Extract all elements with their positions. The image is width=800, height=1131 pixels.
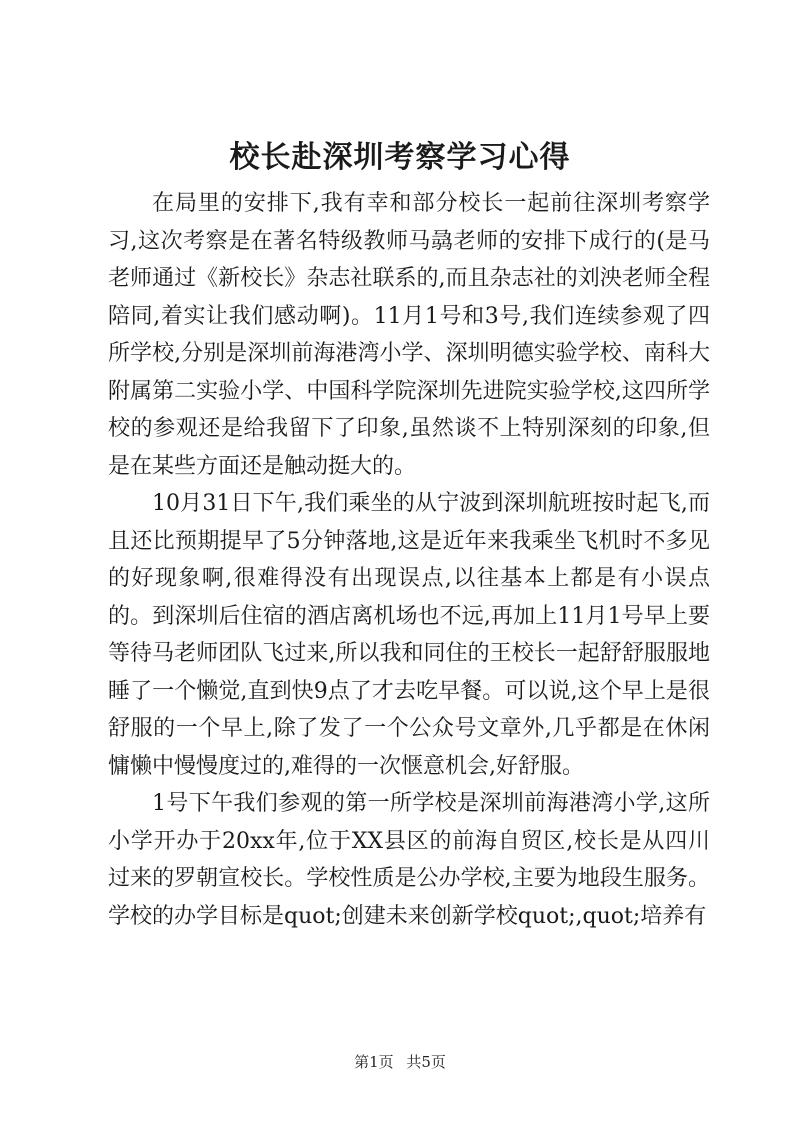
page-number: 第1页: [354, 1053, 394, 1071]
document-body: [108, 185, 710, 935]
paragraph-1: 在局里的安排下,我有幸和部分校长一起前往深圳考察学习,这次考察是在著名特级教师马骉老师的安排下成行的(是马老师通过《新校长》杂志社联系的,而且杂志社的刘泱老师全程陪同,着实让我们感动啊)。11月1号和3号,我们连续参观了四所学校,分别是深圳前海港湾小学、深圳明德实验学校、南科大附属第二实验小学、中国科学院深圳先进院实验学校,这四所学校的参观还是给我留下了印象,虽然谈不上特别深刻的印象,但是在某些方面还是触动挺大的。: [108, 191, 711, 479]
paragraph-3: 1号下午我们参观的第一所学校是深圳前海港湾小学,这所小学开办于20xx年,位于XX县区的前海自贸区,校长是从四川过来的罗朝宣校长。学校性质是公办学校,主要为地段生服务。学校的办学目标是quot;创建未来创新学校quot;,quot;培养有: [108, 791, 710, 929]
paragraph-2: 10月31日下午,我们乘坐的从宁波到深圳航班按时起飞,而且还比预期提早了5分钟落地,这是近年来我乘坐飞机时不多见的好现象啊,很难得没有出现误点,以往基本上都是有小误点的。到深圳后住宿的酒店离机场也不远,再加上11月1号早上要等待马老师团队飞过来,所以我和同住的王校长一起舒舒服服地睡了一个懒觉,直到快9点了才去吃早餐。可以说,这个早上是很舒服的一个早上,除了发了一个公众号文章外,几乎都是在休闲慵懒中慢慢度过的,难得的一次惬意机会,好舒服。: [108, 491, 710, 779]
page-title: 校长赴深圳考察学习心得: [229, 140, 571, 175]
page-total: 共5页: [406, 1053, 446, 1071]
page-footer: [0, 1052, 800, 1072]
